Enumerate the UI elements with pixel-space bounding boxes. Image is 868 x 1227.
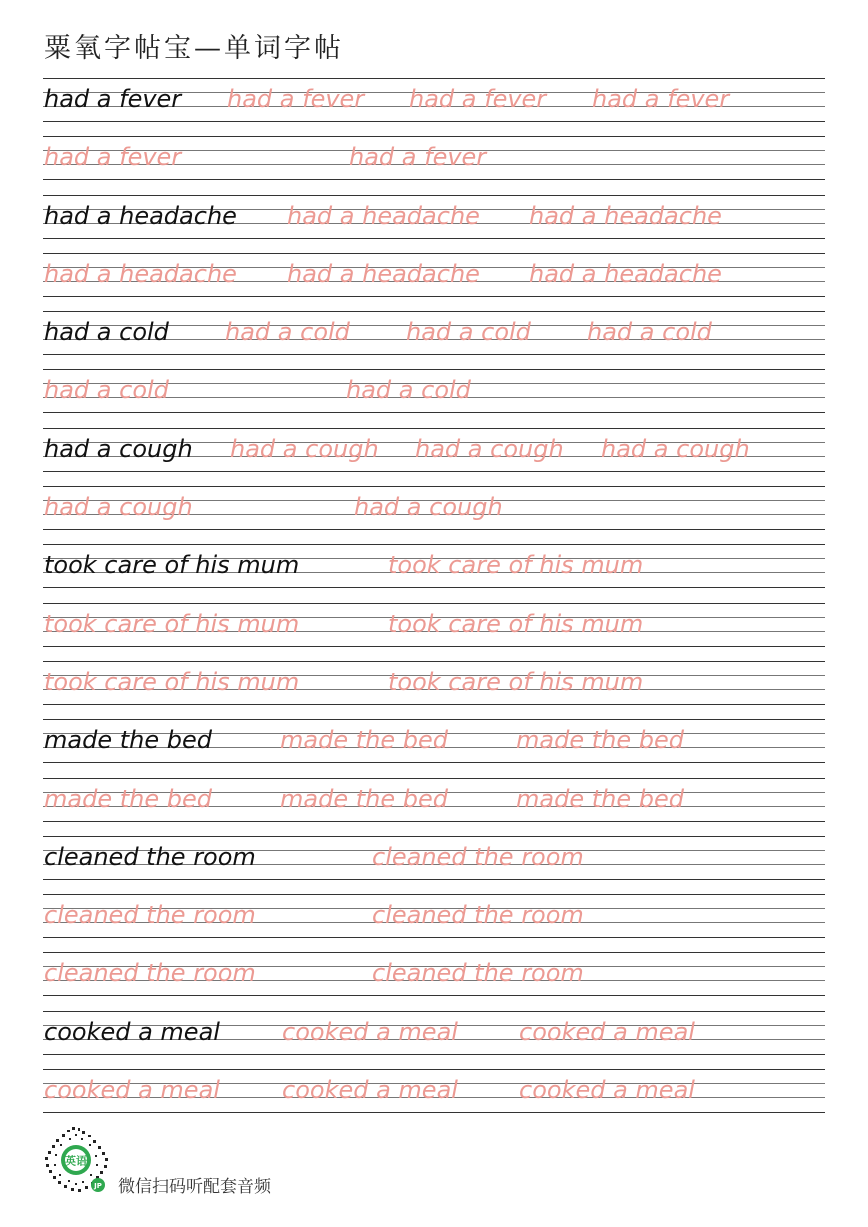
practice-sheet xyxy=(43,76,825,1125)
practice-row xyxy=(43,426,825,484)
guide-line-bottom xyxy=(43,179,825,180)
guide-line-top xyxy=(43,1011,825,1012)
guide-line-top xyxy=(43,253,825,254)
guide-line-bottom xyxy=(43,1054,825,1055)
guide-line-bottom xyxy=(43,646,825,647)
practice-row xyxy=(43,542,825,600)
trace-word: cleaned the room xyxy=(44,959,256,988)
guide-line-top xyxy=(43,719,825,720)
trace-word: had a headache xyxy=(287,201,480,230)
guide-line-bottom xyxy=(43,529,825,530)
practice-row xyxy=(43,950,825,1008)
trace-word: cooked a meal xyxy=(282,1017,458,1046)
trace-word: took care of his mum xyxy=(388,667,644,696)
guide-line-top xyxy=(43,311,825,312)
practice-row xyxy=(43,834,825,892)
trace-word: cleaned the room xyxy=(372,901,584,930)
guide-line-bottom xyxy=(43,412,825,413)
model-word: had a fever xyxy=(44,85,182,113)
trace-word: had a fever xyxy=(409,85,547,113)
guide-line-bottom xyxy=(43,471,825,472)
guide-line-top xyxy=(43,661,825,662)
model-word: cleaned the room xyxy=(44,842,256,871)
guide-line-top xyxy=(43,78,825,79)
trace-word: had a fever xyxy=(349,143,487,172)
practice-row xyxy=(43,659,825,717)
guide-line-bottom xyxy=(43,296,825,297)
trace-word: cooked a meal xyxy=(282,1076,458,1105)
trace-word: made the bed xyxy=(516,784,684,813)
guide-line-top xyxy=(43,544,825,545)
trace-word: had a cold xyxy=(406,318,531,347)
guide-line-bottom xyxy=(43,354,825,355)
trace-word: cleaned the room xyxy=(372,959,584,988)
trace-word: had a fever xyxy=(227,85,365,113)
trace-word: had a cold xyxy=(44,376,169,405)
trace-word: made the bed xyxy=(44,784,212,813)
guide-line-top xyxy=(43,952,825,953)
practice-row xyxy=(43,251,825,309)
practice-row xyxy=(43,776,825,834)
footer xyxy=(42,1126,442,1198)
model-word: had a headache xyxy=(44,201,237,230)
trace-word: had a cold xyxy=(346,376,471,405)
guide-line-bottom xyxy=(43,1112,825,1113)
model-word: had a cold xyxy=(44,318,169,347)
guide-line-top xyxy=(43,836,825,837)
trace-word: cooked a meal xyxy=(44,1076,220,1105)
practice-row xyxy=(43,309,825,367)
trace-word: cleaned the room xyxy=(44,901,256,930)
model-word: cooked a meal xyxy=(44,1017,220,1046)
trace-word: had a cough xyxy=(354,493,503,522)
trace-word: had a headache xyxy=(44,259,237,288)
qr-badge-text: 英语 xyxy=(65,1154,87,1168)
practice-row xyxy=(43,717,825,775)
trace-word: had a headache xyxy=(529,259,722,288)
trace-word: had a headache xyxy=(287,259,480,288)
trace-word: took care of his mum xyxy=(44,609,300,638)
guide-line-bottom xyxy=(43,238,825,239)
guide-line-bottom xyxy=(43,937,825,938)
guide-line-bottom xyxy=(43,821,825,822)
guide-line-top xyxy=(43,1069,825,1070)
trace-word: made the bed xyxy=(280,784,448,813)
trace-word: had a headache xyxy=(529,201,722,230)
guide-line-top xyxy=(43,428,825,429)
trace-word: had a cold xyxy=(225,318,350,347)
trace-word: took care of his mum xyxy=(388,551,644,580)
practice-row xyxy=(43,1009,825,1067)
practice-row xyxy=(43,76,825,134)
guide-line-bottom xyxy=(43,121,825,122)
page-title: 粟氧字帖宝—单词字帖 xyxy=(44,33,344,64)
model-word: made the bed xyxy=(44,726,212,755)
trace-word: made the bed xyxy=(516,726,684,755)
trace-word: had a fever xyxy=(44,143,182,172)
practice-row xyxy=(43,134,825,192)
scan-caption: 微信扫码听配套音频 xyxy=(118,1177,271,1197)
guide-line-bottom xyxy=(43,762,825,763)
practice-row xyxy=(43,484,825,542)
qr-corner-badge: JP xyxy=(94,1182,102,1190)
guide-line-bottom xyxy=(43,587,825,588)
trace-word: had a cough xyxy=(415,434,564,463)
practice-row xyxy=(43,1067,825,1125)
qr-code-icon[interactable] xyxy=(42,1126,110,1194)
trace-word: had a fever xyxy=(592,85,730,113)
trace-word: cooked a meal xyxy=(519,1017,695,1046)
guide-line-top xyxy=(43,369,825,370)
trace-word: took care of his mum xyxy=(388,609,644,638)
practice-row xyxy=(43,193,825,251)
practice-row xyxy=(43,892,825,950)
trace-word: cooked a meal xyxy=(519,1076,695,1105)
trace-word: had a cough xyxy=(601,434,750,463)
trace-word: had a cough xyxy=(44,493,193,522)
practice-row xyxy=(43,601,825,659)
model-word: had a cough xyxy=(44,434,193,463)
model-word: took care of his mum xyxy=(44,551,300,580)
guide-line-top xyxy=(43,603,825,604)
guide-line-bottom xyxy=(43,879,825,880)
trace-word: took care of his mum xyxy=(44,667,300,696)
trace-word: made the bed xyxy=(280,726,448,755)
guide-line-bottom xyxy=(43,995,825,996)
guide-line-top xyxy=(43,486,825,487)
guide-line-top xyxy=(43,195,825,196)
guide-line-bottom xyxy=(43,704,825,705)
trace-word: had a cold xyxy=(587,318,712,347)
guide-line-top xyxy=(43,136,825,137)
trace-word: cleaned the room xyxy=(372,842,584,871)
guide-line-top xyxy=(43,778,825,779)
guide-line-top xyxy=(43,894,825,895)
practice-row xyxy=(43,367,825,425)
trace-word: had a cough xyxy=(230,434,379,463)
